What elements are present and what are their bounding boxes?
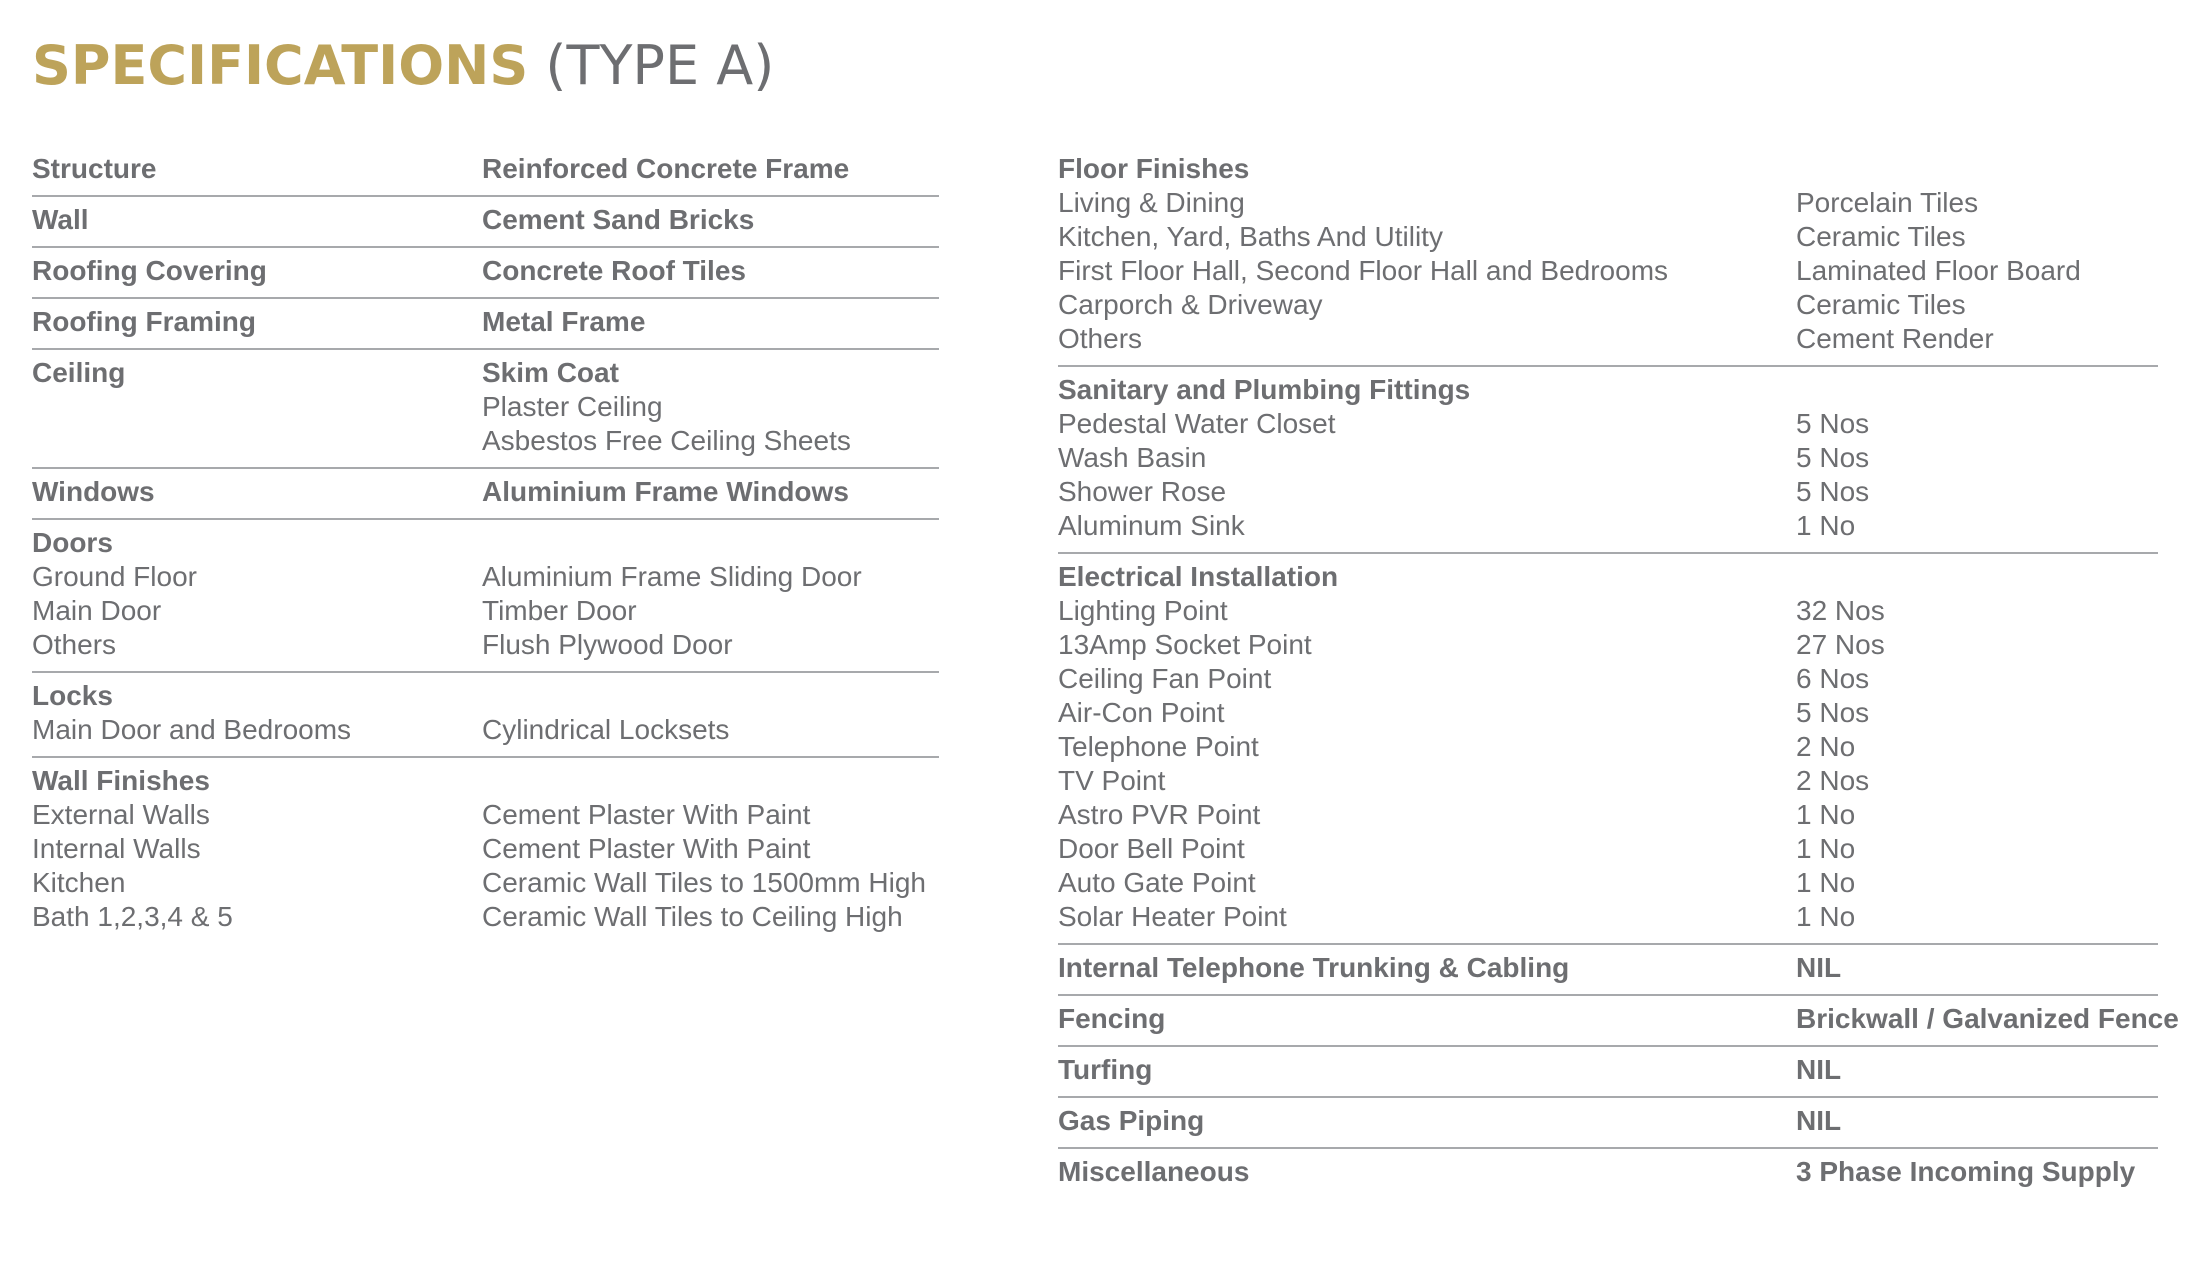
spec-item-label bbox=[32, 390, 482, 424]
spec-item-label: Pedestal Water Closet bbox=[1058, 408, 1336, 439]
spec-heading-value: Skim Coat bbox=[482, 357, 619, 388]
spec-item-label: Lighting Point bbox=[1058, 595, 1228, 626]
spec-section-turfing bbox=[1058, 1047, 2158, 1098]
spec-item-value: Porcelain Tiles bbox=[1796, 187, 1979, 218]
spec-item-label: Kitchen, Yard, Baths And Utility bbox=[1058, 221, 1443, 252]
spec-item-value: 1 No bbox=[1796, 901, 1856, 932]
spec-item-label: Carporch & Driveway bbox=[1058, 289, 1323, 320]
spec-heading: Doors bbox=[32, 527, 113, 558]
spec-item-row bbox=[32, 560, 939, 594]
spec-item-value: 5 Nos bbox=[1796, 442, 1870, 473]
spec-heading: Floor Finishes bbox=[1058, 153, 1250, 184]
spec-item-value: Ceramic Tiles bbox=[1796, 289, 1966, 320]
spec-section-heading-row bbox=[1058, 1104, 2158, 1138]
right-spec-column bbox=[1058, 146, 2179, 1198]
spec-section-electrical-installation bbox=[1058, 554, 2158, 945]
spec-section-heading-row bbox=[32, 152, 939, 186]
spec-item-row bbox=[1058, 220, 2158, 254]
spec-item-row bbox=[32, 866, 939, 900]
spec-item-value: 27 Nos bbox=[1796, 629, 1885, 660]
spec-item-label: 13Amp Socket Point bbox=[1058, 629, 1312, 660]
spec-item-row bbox=[32, 713, 939, 747]
spec-heading-value: Brickwall / Galvanized Fence bbox=[1796, 1003, 2179, 1034]
spec-item-value: 6 Nos bbox=[1796, 663, 1870, 694]
spec-item-row bbox=[32, 424, 939, 458]
spec-section-floor-finishes bbox=[1058, 146, 2158, 367]
spec-item-row bbox=[1058, 866, 2158, 900]
title-accent: SPECIFICATIONS bbox=[32, 34, 529, 97]
spec-item-row bbox=[32, 594, 939, 628]
spec-heading: Ceiling bbox=[32, 357, 126, 388]
spec-item-value: Ceramic Tiles bbox=[1796, 221, 1966, 252]
spec-item-label: Auto Gate Point bbox=[1058, 867, 1256, 898]
spec-heading-value bbox=[1796, 373, 2158, 407]
spec-item-label: Main Door bbox=[32, 595, 162, 626]
spec-item-value: Ceramic Wall Tiles to Ceiling High bbox=[482, 901, 903, 932]
spec-heading-value: NIL bbox=[1796, 952, 1842, 983]
spec-heading: Structure bbox=[32, 153, 157, 184]
spec-heading: Wall bbox=[32, 204, 89, 235]
spec-item-label: Others bbox=[1058, 323, 1143, 354]
spec-item-value: Ceramic Wall Tiles to 1500mm High bbox=[482, 867, 926, 898]
spec-item-row bbox=[1058, 764, 2158, 798]
spec-heading: Miscellaneous bbox=[1058, 1156, 1250, 1187]
spec-section-structure bbox=[32, 146, 939, 197]
spec-section-sanitary-and-plumbing-fittings bbox=[1058, 367, 2158, 554]
spec-section-roofing-framing bbox=[32, 299, 939, 350]
spec-item-value: 1 No bbox=[1796, 510, 1856, 541]
spec-section-heading-row bbox=[32, 526, 939, 560]
spec-item-label: Others bbox=[32, 629, 117, 660]
spec-heading-value: Reinforced Concrete Frame bbox=[482, 153, 850, 184]
spec-section-gas-piping bbox=[1058, 1098, 2158, 1149]
spec-heading: Turfing bbox=[1058, 1054, 1153, 1085]
left-spec-column bbox=[32, 146, 939, 943]
spec-item-value: 5 Nos bbox=[1796, 697, 1870, 728]
spec-section-heading-row bbox=[1058, 951, 2158, 985]
spec-item-label: Bath 1,2,3,4 & 5 bbox=[32, 901, 233, 932]
spec-item-value: Cylindrical Locksets bbox=[482, 714, 730, 745]
spec-item-label: TV Point bbox=[1058, 765, 1166, 796]
spec-item-row bbox=[1058, 322, 2158, 356]
spec-heading: Roofing Covering bbox=[32, 255, 267, 286]
spec-item-row bbox=[1058, 288, 2158, 322]
spec-section-heading-row bbox=[1058, 1002, 2179, 1036]
spec-item-label: Shower Rose bbox=[1058, 476, 1227, 507]
spec-section-fencing bbox=[1058, 996, 2179, 1047]
spec-item-value: Timber Door bbox=[482, 595, 637, 626]
spec-item-label: Living & Dining bbox=[1058, 187, 1245, 218]
page-title bbox=[32, 30, 774, 102]
spec-item-value: 1 No bbox=[1796, 833, 1856, 864]
spec-section-wall bbox=[32, 197, 939, 248]
spec-item-label: Aluminum Sink bbox=[1058, 510, 1245, 541]
spec-item-label: External Walls bbox=[32, 799, 210, 830]
spec-heading: Locks bbox=[32, 680, 113, 711]
spec-heading: Fencing bbox=[1058, 1003, 1166, 1034]
spec-section-heading-row bbox=[32, 764, 939, 798]
spec-item-row bbox=[32, 798, 939, 832]
spec-item-label: Solar Heater Point bbox=[1058, 901, 1287, 932]
spec-section-locks bbox=[32, 673, 939, 758]
spec-item-row bbox=[1058, 509, 2158, 543]
spec-item-row bbox=[1058, 730, 2158, 764]
spec-item-value: Cement Plaster With Paint bbox=[482, 799, 811, 830]
spec-section-heading-row bbox=[1058, 560, 2158, 594]
spec-section-heading-row bbox=[32, 356, 939, 390]
spec-heading: Windows bbox=[32, 476, 155, 507]
spec-item-row bbox=[32, 900, 939, 934]
spec-heading-value: Cement Sand Bricks bbox=[482, 204, 755, 235]
spec-heading-value bbox=[1796, 560, 2158, 594]
spec-heading-value: Aluminium Frame Windows bbox=[482, 476, 849, 507]
spec-item-value: Aluminium Frame Sliding Door bbox=[482, 561, 862, 592]
spec-item-label: Ground Floor bbox=[32, 561, 197, 592]
spec-item-row bbox=[1058, 254, 2158, 288]
spec-item-label: Astro PVR Point bbox=[1058, 799, 1261, 830]
spec-heading-value: NIL bbox=[1796, 1105, 1842, 1136]
spec-section-heading-row bbox=[32, 679, 939, 713]
spec-section-heading-row bbox=[1058, 1053, 2158, 1087]
spec-item-label: Wash Basin bbox=[1058, 442, 1207, 473]
spec-section-ceiling bbox=[32, 350, 939, 469]
spec-heading: Internal Telephone Trunking & Cabling bbox=[1058, 952, 1570, 983]
spec-heading: Roofing Framing bbox=[32, 306, 256, 337]
spec-heading-value: Metal Frame bbox=[482, 306, 646, 337]
spec-heading-value bbox=[482, 526, 939, 560]
spec-section-miscellaneous bbox=[1058, 1149, 2158, 1198]
spec-section-heading-row bbox=[32, 305, 939, 339]
spec-heading-value bbox=[482, 679, 939, 713]
spec-heading-value: Concrete Roof Tiles bbox=[482, 255, 746, 286]
spec-item-value: 2 No bbox=[1796, 731, 1856, 762]
spec-section-heading-row bbox=[32, 203, 939, 237]
spec-item-row bbox=[1058, 186, 2158, 220]
spec-item-label: Air-Con Point bbox=[1058, 697, 1225, 728]
spec-section-heading-row bbox=[32, 475, 939, 509]
spec-item-value: Cement Plaster With Paint bbox=[482, 833, 811, 864]
spec-section-heading-row bbox=[1058, 1155, 2158, 1189]
spec-item-label: Telephone Point bbox=[1058, 731, 1259, 762]
spec-section-heading-row bbox=[32, 254, 939, 288]
spec-item-row bbox=[1058, 662, 2158, 696]
spec-item-label: First Floor Hall, Second Floor Hall and Bedrooms bbox=[1058, 255, 1669, 286]
spec-item-row bbox=[1058, 628, 2158, 662]
spec-section-windows bbox=[32, 469, 939, 520]
spec-item-value: Flush Plywood Door bbox=[482, 629, 733, 660]
spec-item-value: 32 Nos bbox=[1796, 595, 1885, 626]
spec-item-value: Plaster Ceiling bbox=[482, 391, 663, 422]
spec-item-row bbox=[1058, 407, 2158, 441]
spec-heading: Sanitary and Plumbing Fittings bbox=[1058, 374, 1471, 405]
spec-item-row bbox=[1058, 475, 2158, 509]
spec-item-row bbox=[32, 832, 939, 866]
spec-item-label: Ceiling Fan Point bbox=[1058, 663, 1272, 694]
spec-item-value: 1 No bbox=[1796, 867, 1856, 898]
spec-section-doors bbox=[32, 520, 939, 673]
spec-item-row bbox=[1058, 441, 2158, 475]
spec-item-label: Main Door and Bedrooms bbox=[32, 714, 352, 745]
spec-item-value: 5 Nos bbox=[1796, 408, 1870, 439]
spec-item-row bbox=[1058, 832, 2158, 866]
spec-section-roofing-covering bbox=[32, 248, 939, 299]
spec-section-wall-finishes bbox=[32, 758, 939, 943]
spec-heading: Gas Piping bbox=[1058, 1105, 1205, 1136]
spec-section-heading-row bbox=[1058, 152, 2158, 186]
spec-heading: Wall Finishes bbox=[32, 765, 210, 796]
spec-item-label bbox=[32, 424, 482, 458]
spec-section-heading-row bbox=[1058, 373, 2158, 407]
spec-heading-value bbox=[1796, 152, 2158, 186]
spec-item-value: Cement Render bbox=[1796, 323, 1994, 354]
title-type: (TYPE A) bbox=[545, 34, 775, 97]
spec-item-label: Kitchen bbox=[32, 867, 126, 898]
spec-item-value: 5 Nos bbox=[1796, 476, 1870, 507]
spec-item-row bbox=[1058, 900, 2158, 934]
spec-item-row bbox=[32, 628, 939, 662]
spec-item-row bbox=[1058, 594, 2158, 628]
spec-heading-value bbox=[482, 764, 939, 798]
spec-item-row bbox=[32, 390, 939, 424]
spec-item-value: Asbestos Free Ceiling Sheets bbox=[482, 425, 851, 456]
spec-item-value: 2 Nos bbox=[1796, 765, 1870, 796]
spec-item-value: 1 No bbox=[1796, 799, 1856, 830]
spec-heading: Electrical Installation bbox=[1058, 561, 1339, 592]
spec-item-value: Laminated Floor Board bbox=[1796, 255, 2081, 286]
spec-section-internal-telephone-trunking-cabling bbox=[1058, 945, 2158, 996]
spec-item-row bbox=[1058, 696, 2158, 730]
spec-heading-value: NIL bbox=[1796, 1054, 1842, 1085]
spec-heading-value: 3 Phase Incoming Supply bbox=[1796, 1156, 2136, 1187]
spec-item-row bbox=[1058, 798, 2158, 832]
spec-item-label: Internal Walls bbox=[32, 833, 201, 864]
spec-item-label: Door Bell Point bbox=[1058, 833, 1245, 864]
